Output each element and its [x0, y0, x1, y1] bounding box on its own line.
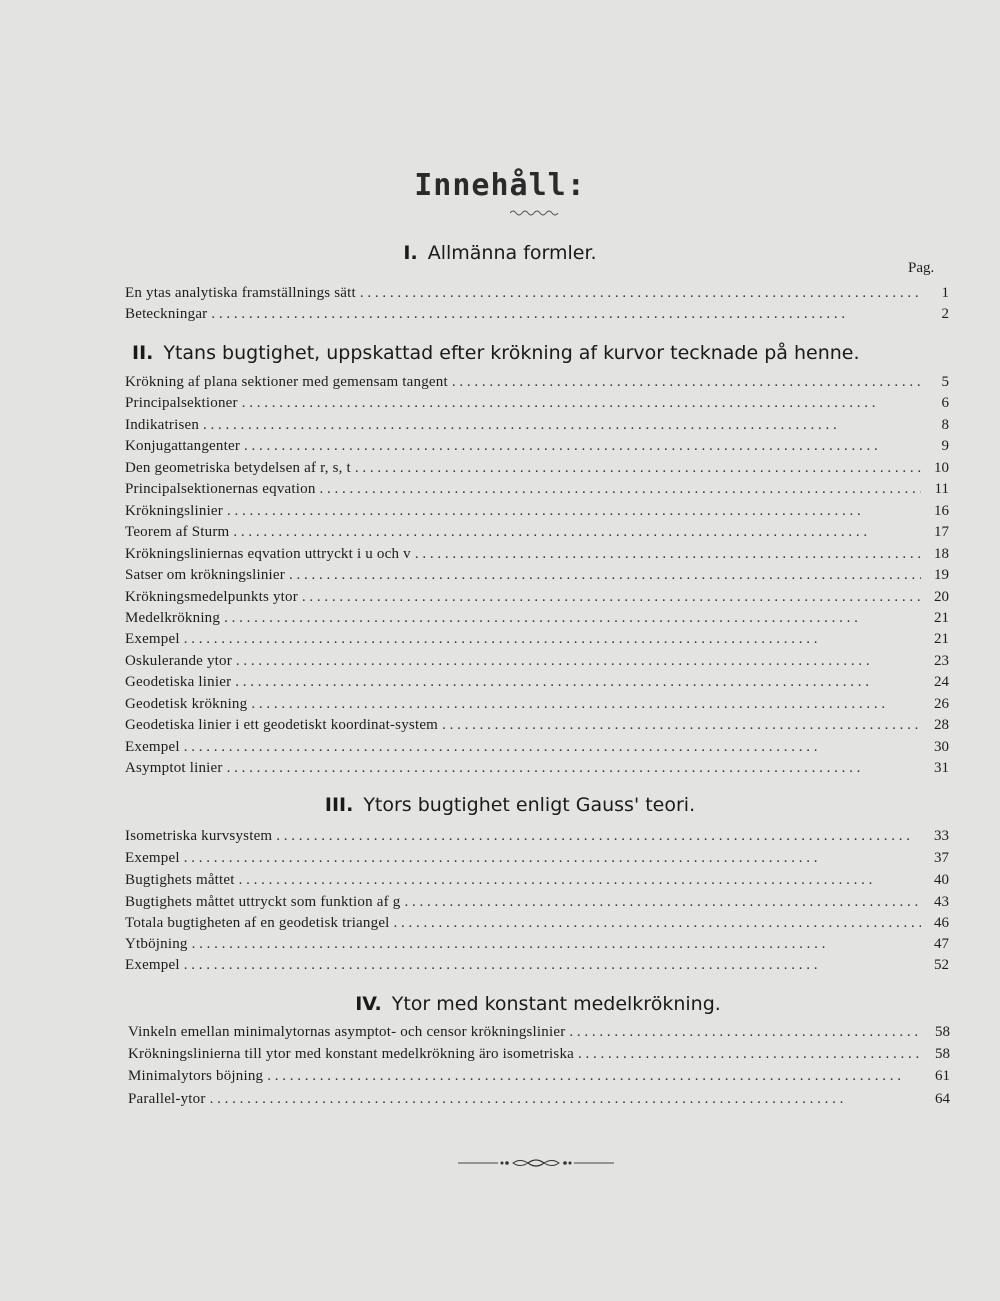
toc-entry[interactable]: [125, 714, 949, 736]
toc-entry-page: 52: [934, 957, 949, 973]
toc-entry-title: Vinkeln emellan minimalytornas asymptot- och censor krökningslinier: [128, 1024, 566, 1040]
section-title: Ytors bugtighet enligt Gauss' teori.: [363, 794, 696, 816]
toc-entry[interactable]: [125, 282, 949, 304]
toc-entry[interactable]: [125, 607, 949, 629]
dot-leader: [442, 714, 921, 736]
toc-entry[interactable]: [125, 954, 949, 976]
toc-entry-title: Oskulerande ytor: [125, 653, 232, 669]
wavy-line-ornament: [510, 208, 560, 218]
toc-entry-page: 24: [934, 674, 949, 690]
toc-entry-title: Geodetiska linier: [125, 674, 232, 690]
toc-entry-title: Konjugattangenter: [125, 438, 241, 454]
toc-entry[interactable]: [125, 933, 949, 955]
dot-leader: [267, 1065, 922, 1087]
toc-entry-page: 26: [934, 696, 949, 712]
toc-entry-title: Krökningslinier: [125, 503, 223, 519]
toc-entry[interactable]: [125, 628, 949, 650]
toc-entry[interactable]: [125, 825, 949, 847]
toc-entry-page: 61: [935, 1068, 950, 1084]
toc-entry-page: 46: [934, 915, 949, 931]
toc-entry[interactable]: [125, 693, 949, 715]
dot-leader: [355, 457, 921, 479]
section-heading-4: [38, 993, 1000, 1015]
section-title: Allmänna formler.: [427, 242, 597, 264]
toc-entry-page: 40: [934, 872, 949, 888]
toc-entry-page: 37: [934, 850, 949, 866]
toc-entry[interactable]: [125, 414, 949, 436]
dot-leader: [227, 500, 921, 522]
toc-entry[interactable]: [125, 671, 949, 693]
toc-entry[interactable]: [128, 1088, 950, 1110]
toc-entry-title: Medelkrökning: [125, 610, 221, 626]
dot-leader: [192, 933, 921, 955]
dot-leader: [415, 543, 921, 565]
toc-entry-page: 31: [934, 760, 949, 776]
dot-leader: [320, 478, 921, 500]
toc-entry-page: 47: [934, 936, 949, 952]
toc-entry[interactable]: [128, 1021, 950, 1043]
toc-entry[interactable]: [125, 371, 949, 393]
dot-leader: [184, 628, 921, 650]
toc-entry-title: Krökningsmedelpunkts ytor: [125, 589, 298, 605]
toc-entry-title: Geodetisk krökning: [125, 696, 248, 712]
toc-entry[interactable]: [125, 457, 949, 479]
toc-entry-page: 11: [934, 481, 949, 497]
dot-leader: [289, 564, 921, 586]
toc-entry-title: Bugtighets måttet: [125, 872, 235, 888]
toc-entry-page: 1: [941, 285, 949, 301]
section-title: Ytans bugtighet, uppskattad efter krökning af kurvor tecknade på henne.: [163, 342, 860, 364]
toc-entry-page: 58: [935, 1024, 950, 1040]
dot-leader: [394, 912, 921, 934]
toc-entry-page: 17: [934, 524, 949, 540]
toc-entry-page: 6: [941, 395, 949, 411]
dot-leader: [452, 371, 921, 393]
toc-entry-title: En ytas analytiska framställnings sätt: [125, 285, 356, 301]
section-numeral: IV.: [355, 993, 382, 1015]
section-heading-1: [0, 242, 1000, 264]
toc-entry[interactable]: [125, 736, 949, 758]
toc-entry-title: Parallel-ytor: [128, 1091, 206, 1107]
toc-entry-title: Principalsektionernas eqvation: [125, 481, 316, 497]
toc-entry[interactable]: [125, 869, 949, 891]
toc-entry[interactable]: [125, 586, 949, 608]
toc-entry[interactable]: [125, 757, 949, 779]
toc-entry-page: 30: [934, 739, 949, 755]
toc-entry[interactable]: [125, 650, 949, 672]
toc-entry-title: Minimalytors böjning: [128, 1068, 264, 1084]
page-column-label: Pag.: [908, 260, 935, 276]
page-title: Innehåll:: [414, 168, 586, 203]
toc-entry-page: 18: [934, 546, 949, 562]
toc-entry-title: Isometriska kurvsystem: [125, 828, 273, 844]
toc-entry-page: 58: [935, 1046, 950, 1062]
toc-entry[interactable]: [125, 543, 949, 565]
dot-leader: [578, 1043, 922, 1065]
toc-entry-page: 23: [934, 653, 949, 669]
section-numeral: I.: [403, 242, 418, 264]
toc-entry[interactable]: [125, 521, 949, 543]
toc-entry-page: 19: [934, 567, 949, 583]
toc-entry-title: Exempel: [125, 739, 180, 755]
dot-leader: [184, 954, 921, 976]
section-title: Ytor med konstant medelkrökning.: [391, 993, 721, 1015]
dot-leader: [242, 392, 921, 414]
toc-entry-page: 21: [934, 610, 949, 626]
toc-entry-page: 10: [934, 460, 949, 476]
toc-entry[interactable]: [125, 564, 949, 586]
toc-entry[interactable]: [125, 500, 949, 522]
toc-entry-title: Principalsektioner: [125, 395, 238, 411]
toc-entry[interactable]: [128, 1043, 950, 1065]
toc-entry-title: Exempel: [125, 957, 180, 973]
section-numeral: II.: [132, 342, 154, 364]
toc-entry-title: Indikatrisen: [125, 417, 200, 433]
toc-entry-page: 9: [941, 438, 949, 454]
dot-leader: [251, 693, 921, 715]
toc-entry[interactable]: [128, 1065, 950, 1087]
dot-leader: [236, 650, 921, 672]
end-ornament: [458, 1157, 614, 1169]
toc-entry-title: Krökningslinierna till ytor med konstant medelkrökning äro isometriska: [128, 1046, 575, 1062]
toc-entry-page: 20: [934, 589, 949, 605]
toc-entry[interactable]: [125, 912, 949, 934]
toc-entry-page: 5: [941, 374, 949, 390]
toc-entry-title: Beteckningar: [125, 306, 208, 322]
dot-leader: [227, 757, 921, 779]
dot-leader: [276, 825, 921, 847]
section-heading-2: [132, 342, 952, 364]
toc-entry[interactable]: [125, 435, 949, 457]
toc-entry-page: 8: [941, 417, 949, 433]
toc-entry[interactable]: [125, 392, 949, 414]
dot-leader: [211, 303, 921, 325]
section-heading-3: [10, 794, 1000, 816]
dot-leader: [302, 586, 921, 608]
toc-entry-page: 43: [934, 894, 949, 910]
dot-leader: [233, 521, 921, 543]
toc-entry[interactable]: [125, 478, 949, 500]
dot-leader: [184, 847, 921, 869]
toc-entry-title: Krökning af plana sektioner med gemensam tangent: [125, 374, 448, 390]
dot-leader: [569, 1021, 922, 1043]
toc-entry-page: 21: [934, 631, 949, 647]
dot-leader: [404, 891, 921, 913]
dot-leader: [203, 414, 921, 436]
toc-entry-title: Satser om krökningslinier: [125, 567, 285, 583]
toc-entry-title: Krökningsliniernas eqvation uttryckt i u och v: [125, 546, 411, 562]
dot-leader: [210, 1088, 922, 1110]
dot-leader: [235, 671, 921, 693]
toc-entry-page: 33: [934, 828, 949, 844]
dot-leader: [244, 435, 921, 457]
dot-leader: [224, 607, 921, 629]
toc-entry-title: Den geometriska betydelsen af r, s, t: [125, 460, 351, 476]
section-numeral: III.: [324, 794, 354, 816]
toc-entry-title: Ytböjning: [125, 936, 188, 952]
dot-leader: [360, 282, 921, 304]
toc-entry[interactable]: [125, 891, 949, 913]
dot-leader: [239, 869, 921, 891]
toc-entry[interactable]: [125, 303, 949, 325]
toc-entry-title: Totala bugtigheten af en geodetisk triangel: [125, 915, 390, 931]
toc-entry-page: 64: [935, 1091, 950, 1107]
toc-entry-page: 28: [934, 717, 949, 733]
toc-entry-title: Exempel: [125, 631, 180, 647]
toc-entry-title: Bugtighets måttet uttryckt som funktion af g: [125, 894, 401, 910]
toc-entry-page: 2: [941, 306, 949, 322]
toc-entry-title: Geodetiska linier i ett geodetiskt koordinat-system: [125, 717, 439, 733]
toc-entry-title: Asymptot linier: [125, 760, 223, 776]
toc-entry-page: 16: [934, 503, 949, 519]
toc-entry-title: Teorem af Sturm: [125, 524, 230, 540]
dot-leader: [184, 736, 921, 758]
toc-entry-title: Exempel: [125, 850, 180, 866]
toc-entry[interactable]: [125, 847, 949, 869]
